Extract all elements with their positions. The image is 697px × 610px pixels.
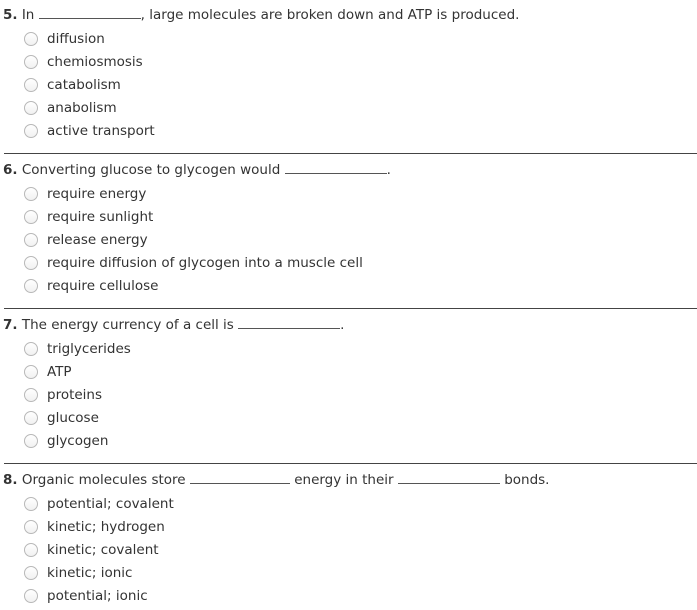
option-require-energy[interactable] xyxy=(24,184,146,204)
option-label: release energy xyxy=(47,232,148,248)
stem-text: . xyxy=(340,317,345,333)
option-label: potential; ionic xyxy=(47,588,148,604)
option-label: triglycerides xyxy=(47,341,131,357)
stem-text: Organic molecules store xyxy=(21,472,186,488)
question-stem xyxy=(3,5,519,24)
stem-text: . xyxy=(386,162,391,178)
radio-button[interactable] xyxy=(24,342,38,356)
radio-button[interactable] xyxy=(24,279,38,293)
answer-blank xyxy=(190,470,290,484)
radio-button[interactable] xyxy=(24,497,38,511)
option-kinetic-ionic[interactable] xyxy=(24,563,132,583)
option-catabolism[interactable] xyxy=(24,75,121,95)
option-label: glucose xyxy=(47,410,99,426)
option-proteins[interactable] xyxy=(24,385,102,405)
option-chemiosmosis[interactable] xyxy=(24,52,143,72)
option-label: kinetic; hydrogen xyxy=(47,519,165,535)
radio-button[interactable] xyxy=(24,256,38,270)
answer-blank xyxy=(285,160,387,174)
option-label: require sunlight xyxy=(47,209,154,225)
option-label: require cellulose xyxy=(47,278,159,294)
option-label: require energy xyxy=(47,186,147,202)
radio-button[interactable] xyxy=(24,55,38,69)
question-divider xyxy=(4,308,697,309)
answer-blank xyxy=(238,315,340,329)
option-label: diffusion xyxy=(47,31,105,47)
option-label: catabolism xyxy=(47,77,121,93)
option-label: anabolism xyxy=(47,100,117,116)
question-stem xyxy=(3,315,344,334)
stem-text: energy in their xyxy=(294,472,394,488)
option-label: chemiosmosis xyxy=(47,54,143,70)
option-label: ATP xyxy=(47,364,72,380)
question-divider xyxy=(4,463,697,464)
stem-text: Converting glucose to glycogen would xyxy=(21,162,281,178)
question-number: 5. xyxy=(3,7,18,23)
option-label: potential; covalent xyxy=(47,496,174,512)
radio-button[interactable] xyxy=(24,78,38,92)
option-active-transport[interactable] xyxy=(24,121,155,141)
option-require-sunlight[interactable] xyxy=(24,207,153,227)
option-require-cellulose[interactable] xyxy=(24,276,158,296)
option-label: proteins xyxy=(47,387,103,403)
radio-button[interactable] xyxy=(24,365,38,379)
question-number: 7. xyxy=(3,317,18,333)
option-kinetic-hydrogen[interactable] xyxy=(24,517,165,537)
option-require-diffusion[interactable] xyxy=(24,253,363,273)
question-number: 6. xyxy=(3,162,18,178)
radio-button[interactable] xyxy=(24,434,38,448)
option-atp[interactable] xyxy=(24,362,72,382)
stem-text: In xyxy=(21,7,35,23)
stem-text: The energy currency of a cell is xyxy=(21,317,234,333)
answer-blank xyxy=(398,470,500,484)
option-potential-ionic[interactable] xyxy=(24,586,148,606)
option-anabolism[interactable] xyxy=(24,98,117,118)
option-triglycerides[interactable] xyxy=(24,339,131,359)
option-label: kinetic; covalent xyxy=(47,542,159,558)
option-diffusion[interactable] xyxy=(24,29,105,49)
option-glucose[interactable] xyxy=(24,408,99,428)
question-stem xyxy=(3,160,391,179)
question-stem xyxy=(3,470,549,489)
option-glycogen[interactable] xyxy=(24,431,108,451)
question-divider xyxy=(4,153,697,154)
radio-button[interactable] xyxy=(24,543,38,557)
radio-button[interactable] xyxy=(24,566,38,580)
radio-button[interactable] xyxy=(24,32,38,46)
option-release-energy[interactable] xyxy=(24,230,148,250)
stem-text: bonds. xyxy=(504,472,550,488)
option-label: kinetic; ionic xyxy=(47,565,133,581)
option-label: active transport xyxy=(47,123,155,139)
radio-button[interactable] xyxy=(24,589,38,603)
question-number: 8. xyxy=(3,472,18,488)
option-label: glycogen xyxy=(47,433,109,449)
answer-blank xyxy=(39,5,141,19)
radio-button[interactable] xyxy=(24,233,38,247)
radio-button[interactable] xyxy=(24,520,38,534)
radio-button[interactable] xyxy=(24,101,38,115)
option-label: require diffusion of glycogen into a muscle cell xyxy=(47,255,363,271)
radio-button[interactable] xyxy=(24,124,38,138)
radio-button[interactable] xyxy=(24,210,38,224)
radio-button[interactable] xyxy=(24,187,38,201)
option-potential-covalent[interactable] xyxy=(24,494,174,514)
stem-text: , large molecules are broken down and ATP is produced. xyxy=(140,7,520,23)
radio-button[interactable] xyxy=(24,411,38,425)
option-kinetic-covalent[interactable] xyxy=(24,540,159,560)
radio-button[interactable] xyxy=(24,388,38,402)
